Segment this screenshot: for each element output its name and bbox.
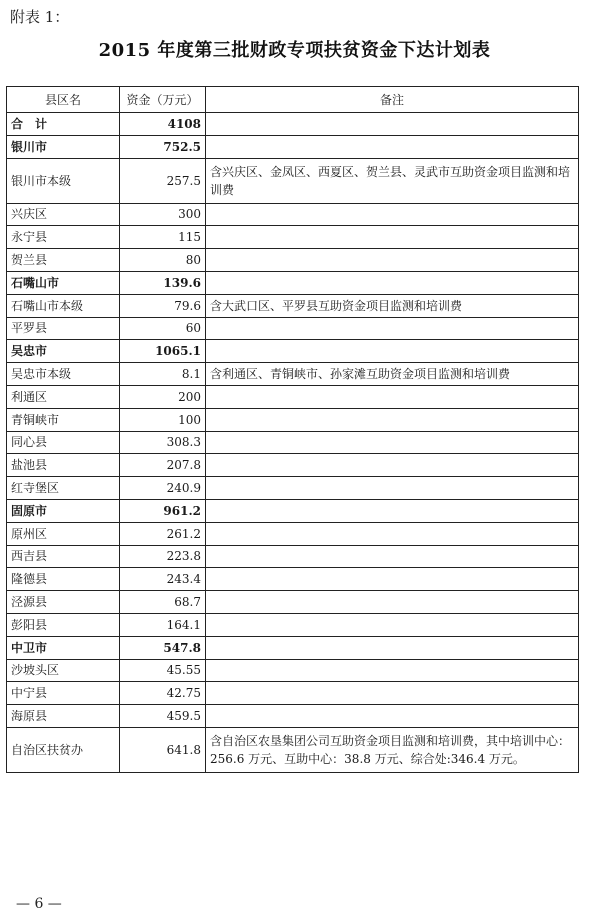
note-cell [206,454,579,477]
amount-cell: 308.3 [120,431,206,454]
note-cell [206,408,579,431]
region-name-cell: 吴忠市 [7,340,120,363]
note-cell [206,226,579,249]
table-row [7,682,579,705]
note-cell [206,203,579,226]
region-name-cell: 银川市 [7,135,120,158]
region-name-cell: 原州区 [7,522,120,545]
amount-cell: 300 [120,203,206,226]
region-name-cell: 西吉县 [7,545,120,568]
note-cell [206,271,579,294]
table-row [7,591,579,614]
column-header-region: 县区名 [7,87,120,113]
note-cell [206,340,579,363]
amount-cell: 115 [120,226,206,249]
note-cell [206,705,579,728]
note-cell [206,135,579,158]
region-name-cell: 泾源县 [7,591,120,614]
page-number: — 6 — [16,896,62,912]
table-body [7,113,579,773]
note-cell [206,613,579,636]
column-header-amount: 资金（万元） [120,87,206,113]
table-row [7,545,579,568]
note-cell [206,499,579,522]
table-row [7,363,579,386]
note-cell: 含自治区农垦集团公司互助资金项目监测和培训费，其中培训中心：256.6 万元、互助中心：38.8 万元、综合处:346.4 万元。 [206,727,579,772]
amount-cell: 240.9 [120,477,206,500]
region-name-cell: 固原市 [7,499,120,522]
table-row [7,271,579,294]
table-row [7,727,579,772]
table-header [7,87,579,113]
table-row [7,158,579,203]
amount-cell: 100 [120,408,206,431]
region-name-cell: 红寺堡区 [7,477,120,500]
table-row [7,522,579,545]
region-name-cell: 沙坡头区 [7,659,120,682]
amount-cell: 752.5 [120,135,206,158]
region-name-cell: 青铜峡市 [7,408,120,431]
region-name-cell: 石嘴山市本级 [7,294,120,317]
amount-cell: 547.8 [120,636,206,659]
note-cell [206,431,579,454]
amount-cell: 68.7 [120,591,206,614]
amount-cell: 207.8 [120,454,206,477]
region-name-cell: 平罗县 [7,317,120,340]
note-cell: 含利通区、青铜峡市、孙家滩互助资金项目监测和培训费 [206,363,579,386]
region-name-cell: 合 计 [7,113,120,136]
note-cell [206,385,579,408]
table-row [7,659,579,682]
amount-cell: 641.8 [120,727,206,772]
region-name-cell: 中卫市 [7,636,120,659]
document-title: 2015 年度第三批财政专项扶贫资金下达计划表 [98,40,491,61]
table-row [7,203,579,226]
note-cell [206,682,579,705]
amount-cell: 4108 [120,113,206,136]
note-cell [206,477,579,500]
table-row [7,113,579,136]
amount-cell: 257.5 [120,158,206,203]
table-row [7,249,579,272]
table-row [7,499,579,522]
region-name-cell: 兴庆区 [7,203,120,226]
amount-cell: 164.1 [120,613,206,636]
amount-cell: 961.2 [120,499,206,522]
header-row [7,87,579,113]
note-cell [206,522,579,545]
note-cell [206,545,579,568]
note-cell [206,591,579,614]
amount-cell: 459.5 [120,705,206,728]
table-row [7,408,579,431]
table-row [7,477,579,500]
note-cell [206,568,579,591]
amount-cell: 45.55 [120,659,206,682]
note-cell [206,113,579,136]
amount-cell: 243.4 [120,568,206,591]
amount-cell: 139.6 [120,271,206,294]
note-cell [206,659,579,682]
region-name-cell: 同心县 [7,431,120,454]
region-name-cell: 隆德县 [7,568,120,591]
region-name-cell: 自治区扶贫办 [7,727,120,772]
amount-cell: 79.6 [120,294,206,317]
amount-cell: 8.1 [120,363,206,386]
region-name-cell: 永宁县 [7,226,120,249]
column-header-note: 备注 [206,87,579,113]
region-name-cell: 中宁县 [7,682,120,705]
note-cell: 含大武口区、平罗县互助资金项目监测和培训费 [206,294,579,317]
region-name-cell: 利通区 [7,385,120,408]
table-row [7,294,579,317]
amount-cell: 261.2 [120,522,206,545]
table-row [7,431,579,454]
amount-cell: 1065.1 [120,340,206,363]
region-name-cell: 海原县 [7,705,120,728]
attachment-label: 附表 1： [10,8,70,26]
amount-cell: 223.8 [120,545,206,568]
table-row [7,568,579,591]
table-row [7,385,579,408]
note-cell: 含兴庆区、金凤区、西夏区、贺兰县、灵武市互助资金项目监测和培训费 [206,158,579,203]
region-name-cell: 银川市本级 [7,158,120,203]
table-row [7,636,579,659]
note-cell [206,636,579,659]
table-row [7,613,579,636]
region-name-cell: 盐池县 [7,454,120,477]
region-name-cell: 彭阳县 [7,613,120,636]
amount-cell: 80 [120,249,206,272]
table-row [7,340,579,363]
table-row [7,135,579,158]
region-name-cell: 石嘴山市 [7,271,120,294]
amount-cell: 60 [120,317,206,340]
amount-cell: 200 [120,385,206,408]
table-row [7,454,579,477]
region-name-cell: 吴忠市本级 [7,363,120,386]
note-cell [206,249,579,272]
table-row [7,705,579,728]
amount-cell: 42.75 [120,682,206,705]
region-name-cell: 贺兰县 [7,249,120,272]
table-row [7,317,579,340]
table-row [7,226,579,249]
note-cell [206,317,579,340]
fund-allocation-table [6,86,579,773]
